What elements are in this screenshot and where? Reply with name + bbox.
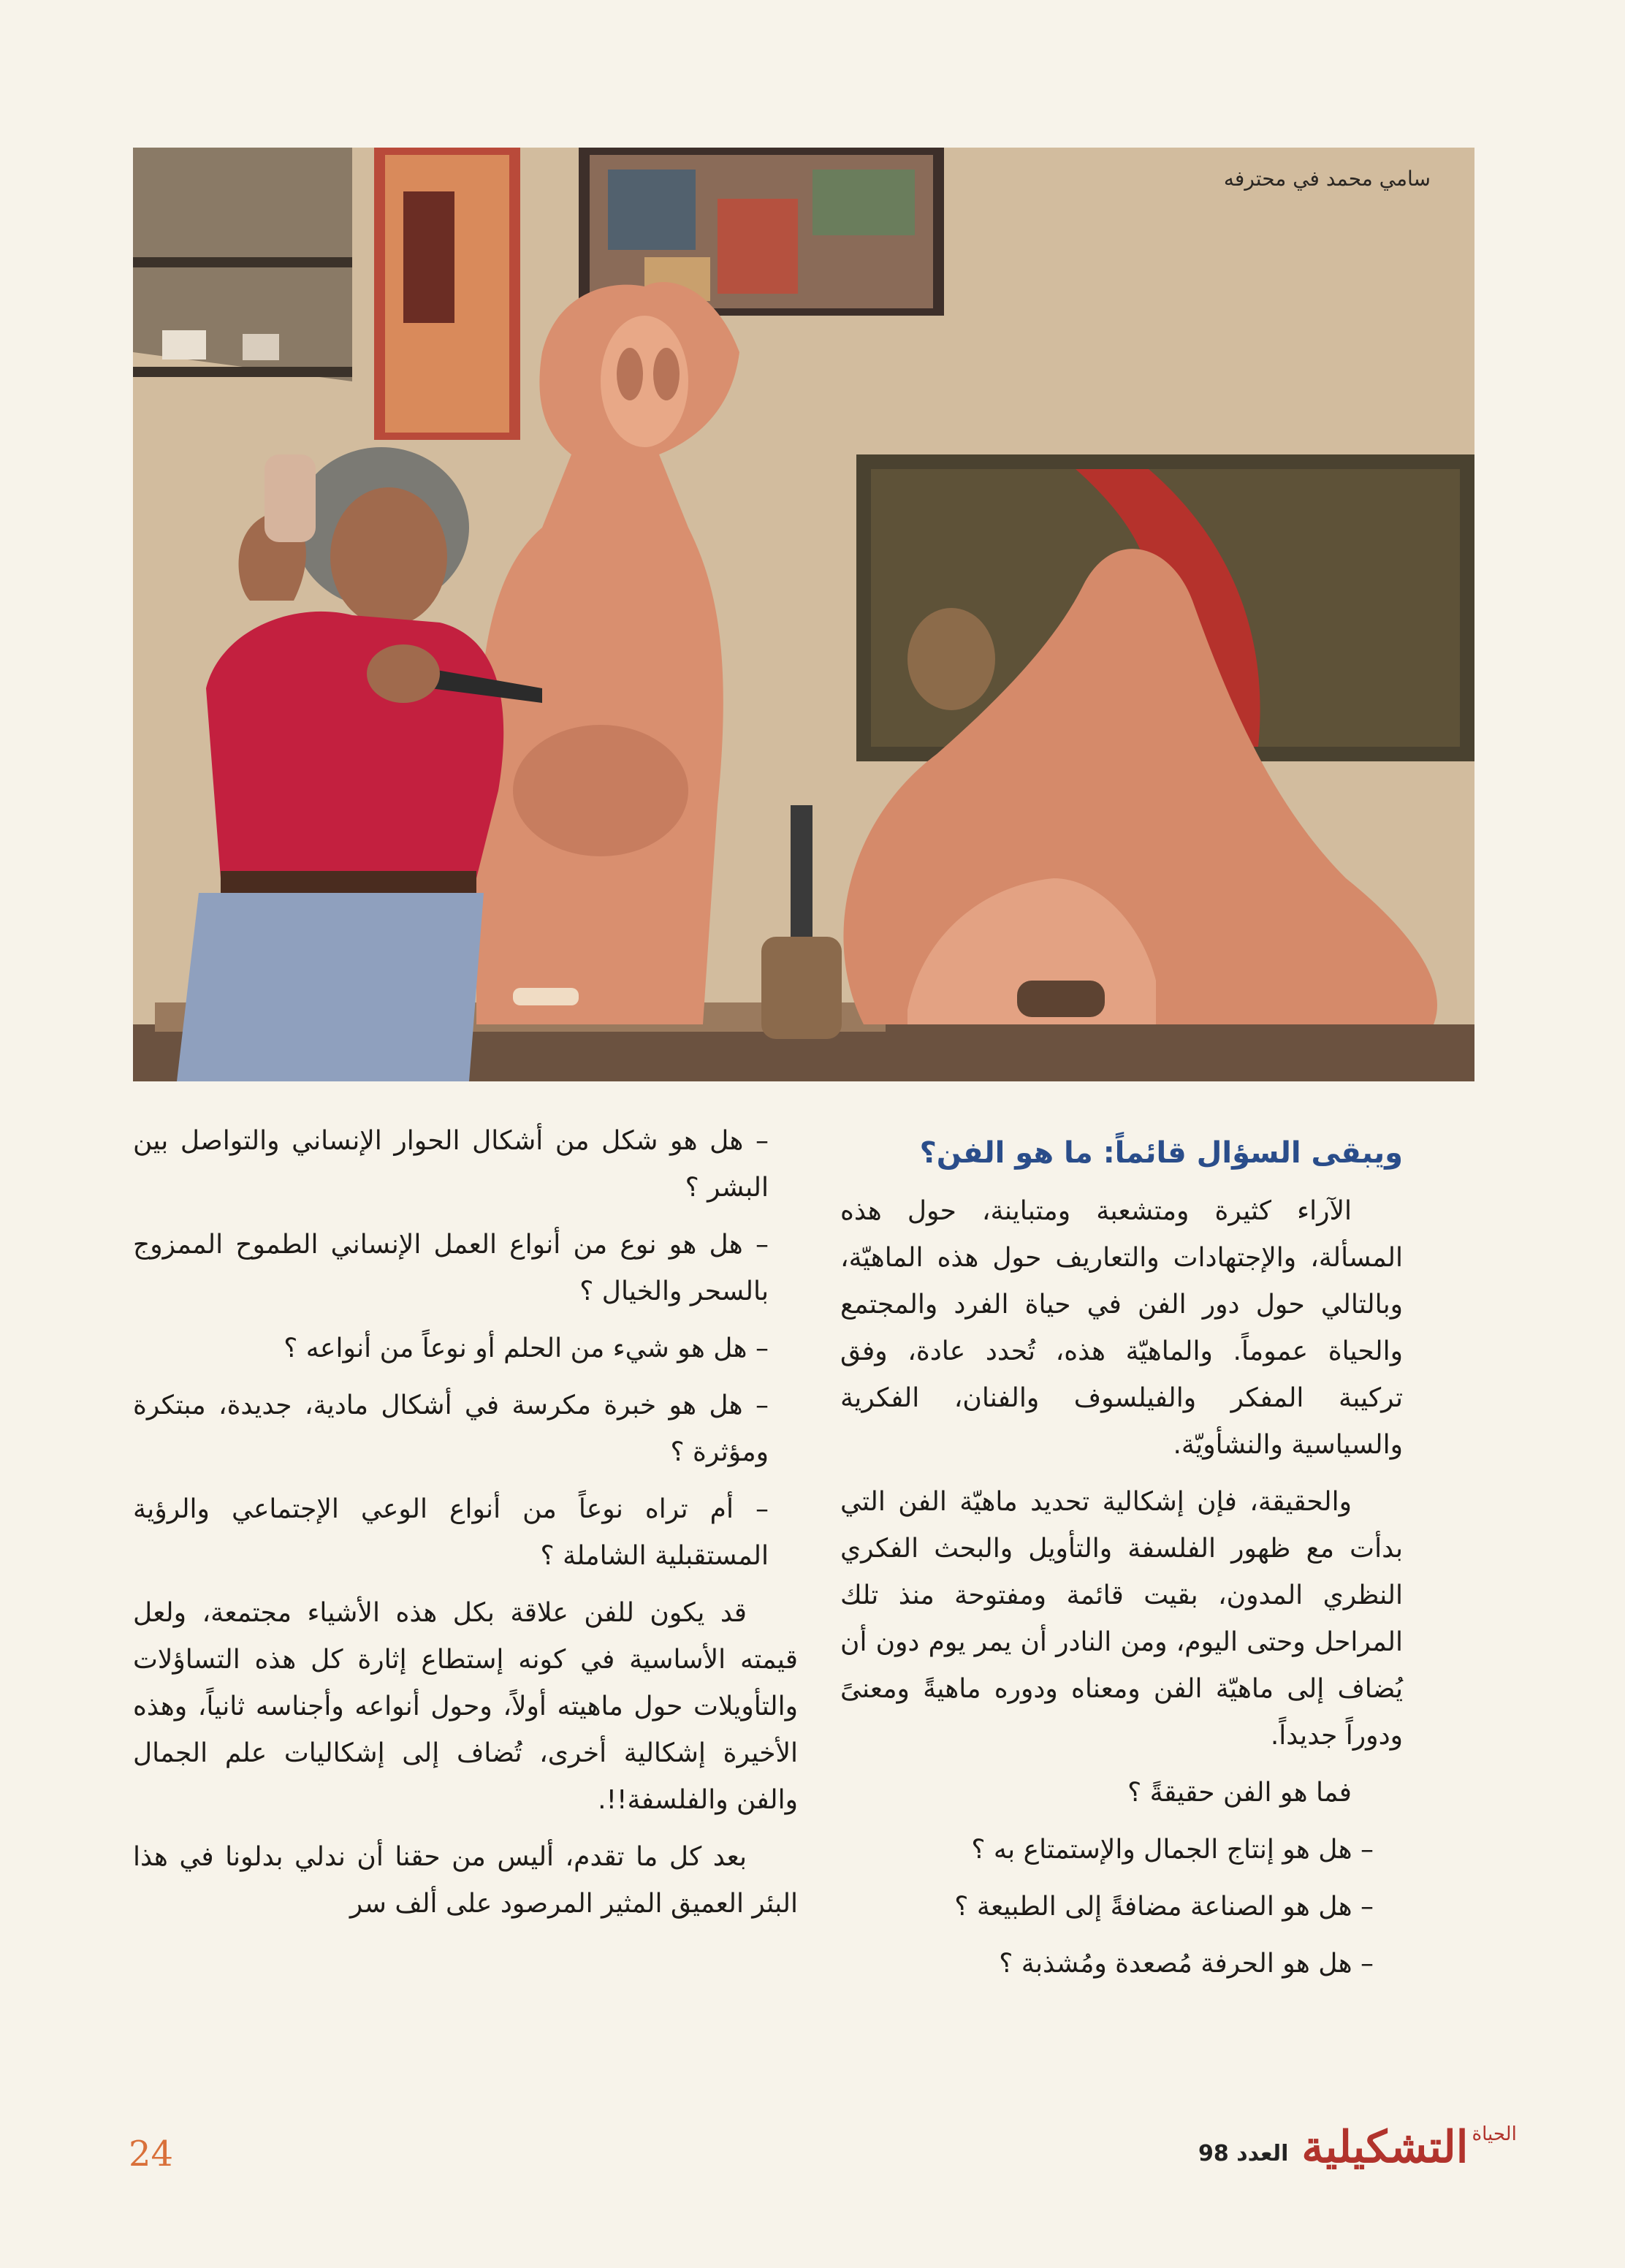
- paragraph: بعد كل ما تقدم، أليس من حقنا أن ندلي بدلونا في هذا البئر العميق المثير المرصود على ألف سر: [133, 1842, 798, 1919]
- issue-number: العدد 98: [1198, 2141, 1289, 2166]
- question-item: – هل هو خبرة مكرسة في أشكال مادية، جديدة، مبتكرة ومؤثرة ؟: [133, 1390, 769, 1467]
- paragraph: فما هو الفن حقيقةً ؟: [1127, 1778, 1352, 1808]
- photo-caption: سامي محمد في محترفه: [1223, 167, 1431, 191]
- question-item: – هل هو نوع من أنواع العمل الإنساني الطموح الممزوج بالسحر والخيال ؟: [133, 1230, 769, 1306]
- right-text-column: [840, 1131, 1403, 1998]
- question-item: – هل هو إنتاج الجمال والإستمتاع به ؟: [971, 1835, 1374, 1865]
- magazine-logo-name: التشكيلية: [1301, 2122, 1469, 2173]
- magazine-logo: [1301, 2123, 1516, 2172]
- sculptor-photo: [133, 148, 1474, 1081]
- question-item: – هل هو الصناعة مضافةً إلى الطبيعة ؟: [954, 1892, 1374, 1922]
- question-item: – أم تراه نوعاً من أنواع الوعي الإجتماعي والرؤية المستقبلية الشاملة ؟: [133, 1494, 769, 1571]
- paragraph: الآراء كثيرة ومتشعبة ومتباينة، حول هذه المسألة، والإجتهادات والتعاريف حول هذه الماهيّة، وبالتالي حول دور الفن في حياة الفرد والمجتمع والحياة عموماً. والماهيّة هذه، تُحدد عادة، وفق تركيبة المفكر والفيلسوف والفنان، الفكرية والسياسية والنشأويّة.: [840, 1196, 1403, 1460]
- question-item: – هل هو الحرفة مُصعدة ومُشذبة ؟: [999, 1949, 1374, 1979]
- left-text-column: [133, 1118, 798, 1938]
- page-number: 24: [129, 2134, 174, 2174]
- paragraph: قد يكون للفن علاقة بكل هذه الأشياء مجتمعة، ولعل قيمته الأساسية في كونه إستطاع إثارة كل هذه التساؤلات والتأويلات حول ماهيته أولاً، وحول أنواعه وأجناسه ثانياً، وهذه الأخيرة إشكالية أخرى، تُضاف إلى إشكاليات علم الجمال والفن والفلسفة!!.: [133, 1598, 798, 1815]
- magazine-logo-prefix: الحياة: [1472, 2123, 1517, 2145]
- magazine-footer: [1198, 2123, 1517, 2172]
- question-item: – هل هو شيء من الحلم أو نوعاً من أنواعه ؟: [283, 1333, 769, 1363]
- question-item: – هل هو شكل من أشكال الحوار الإنساني والتواصل بين البشر ؟: [133, 1126, 769, 1203]
- section-heading: ويبقى السؤال قائماً: ما هو الفن؟: [919, 1136, 1403, 1170]
- studio-scene-illustration: [133, 148, 1474, 1081]
- paragraph: والحقيقة، فإن إشكالية تحديد ماهيّة الفن التي بدأت مع ظهور الفلسفة والتأويل والبحث الفكري النظري المدون، بقيت قائمة ومفتوحة منذ تلك المراحل وحتى اليوم، ومن النادر أن يمر يوم دون أن يُضاف إلى ماهيّة الفن ومعناه ودوره ماهيةً ومعنىً ودوراً جديداً.: [840, 1487, 1403, 1751]
